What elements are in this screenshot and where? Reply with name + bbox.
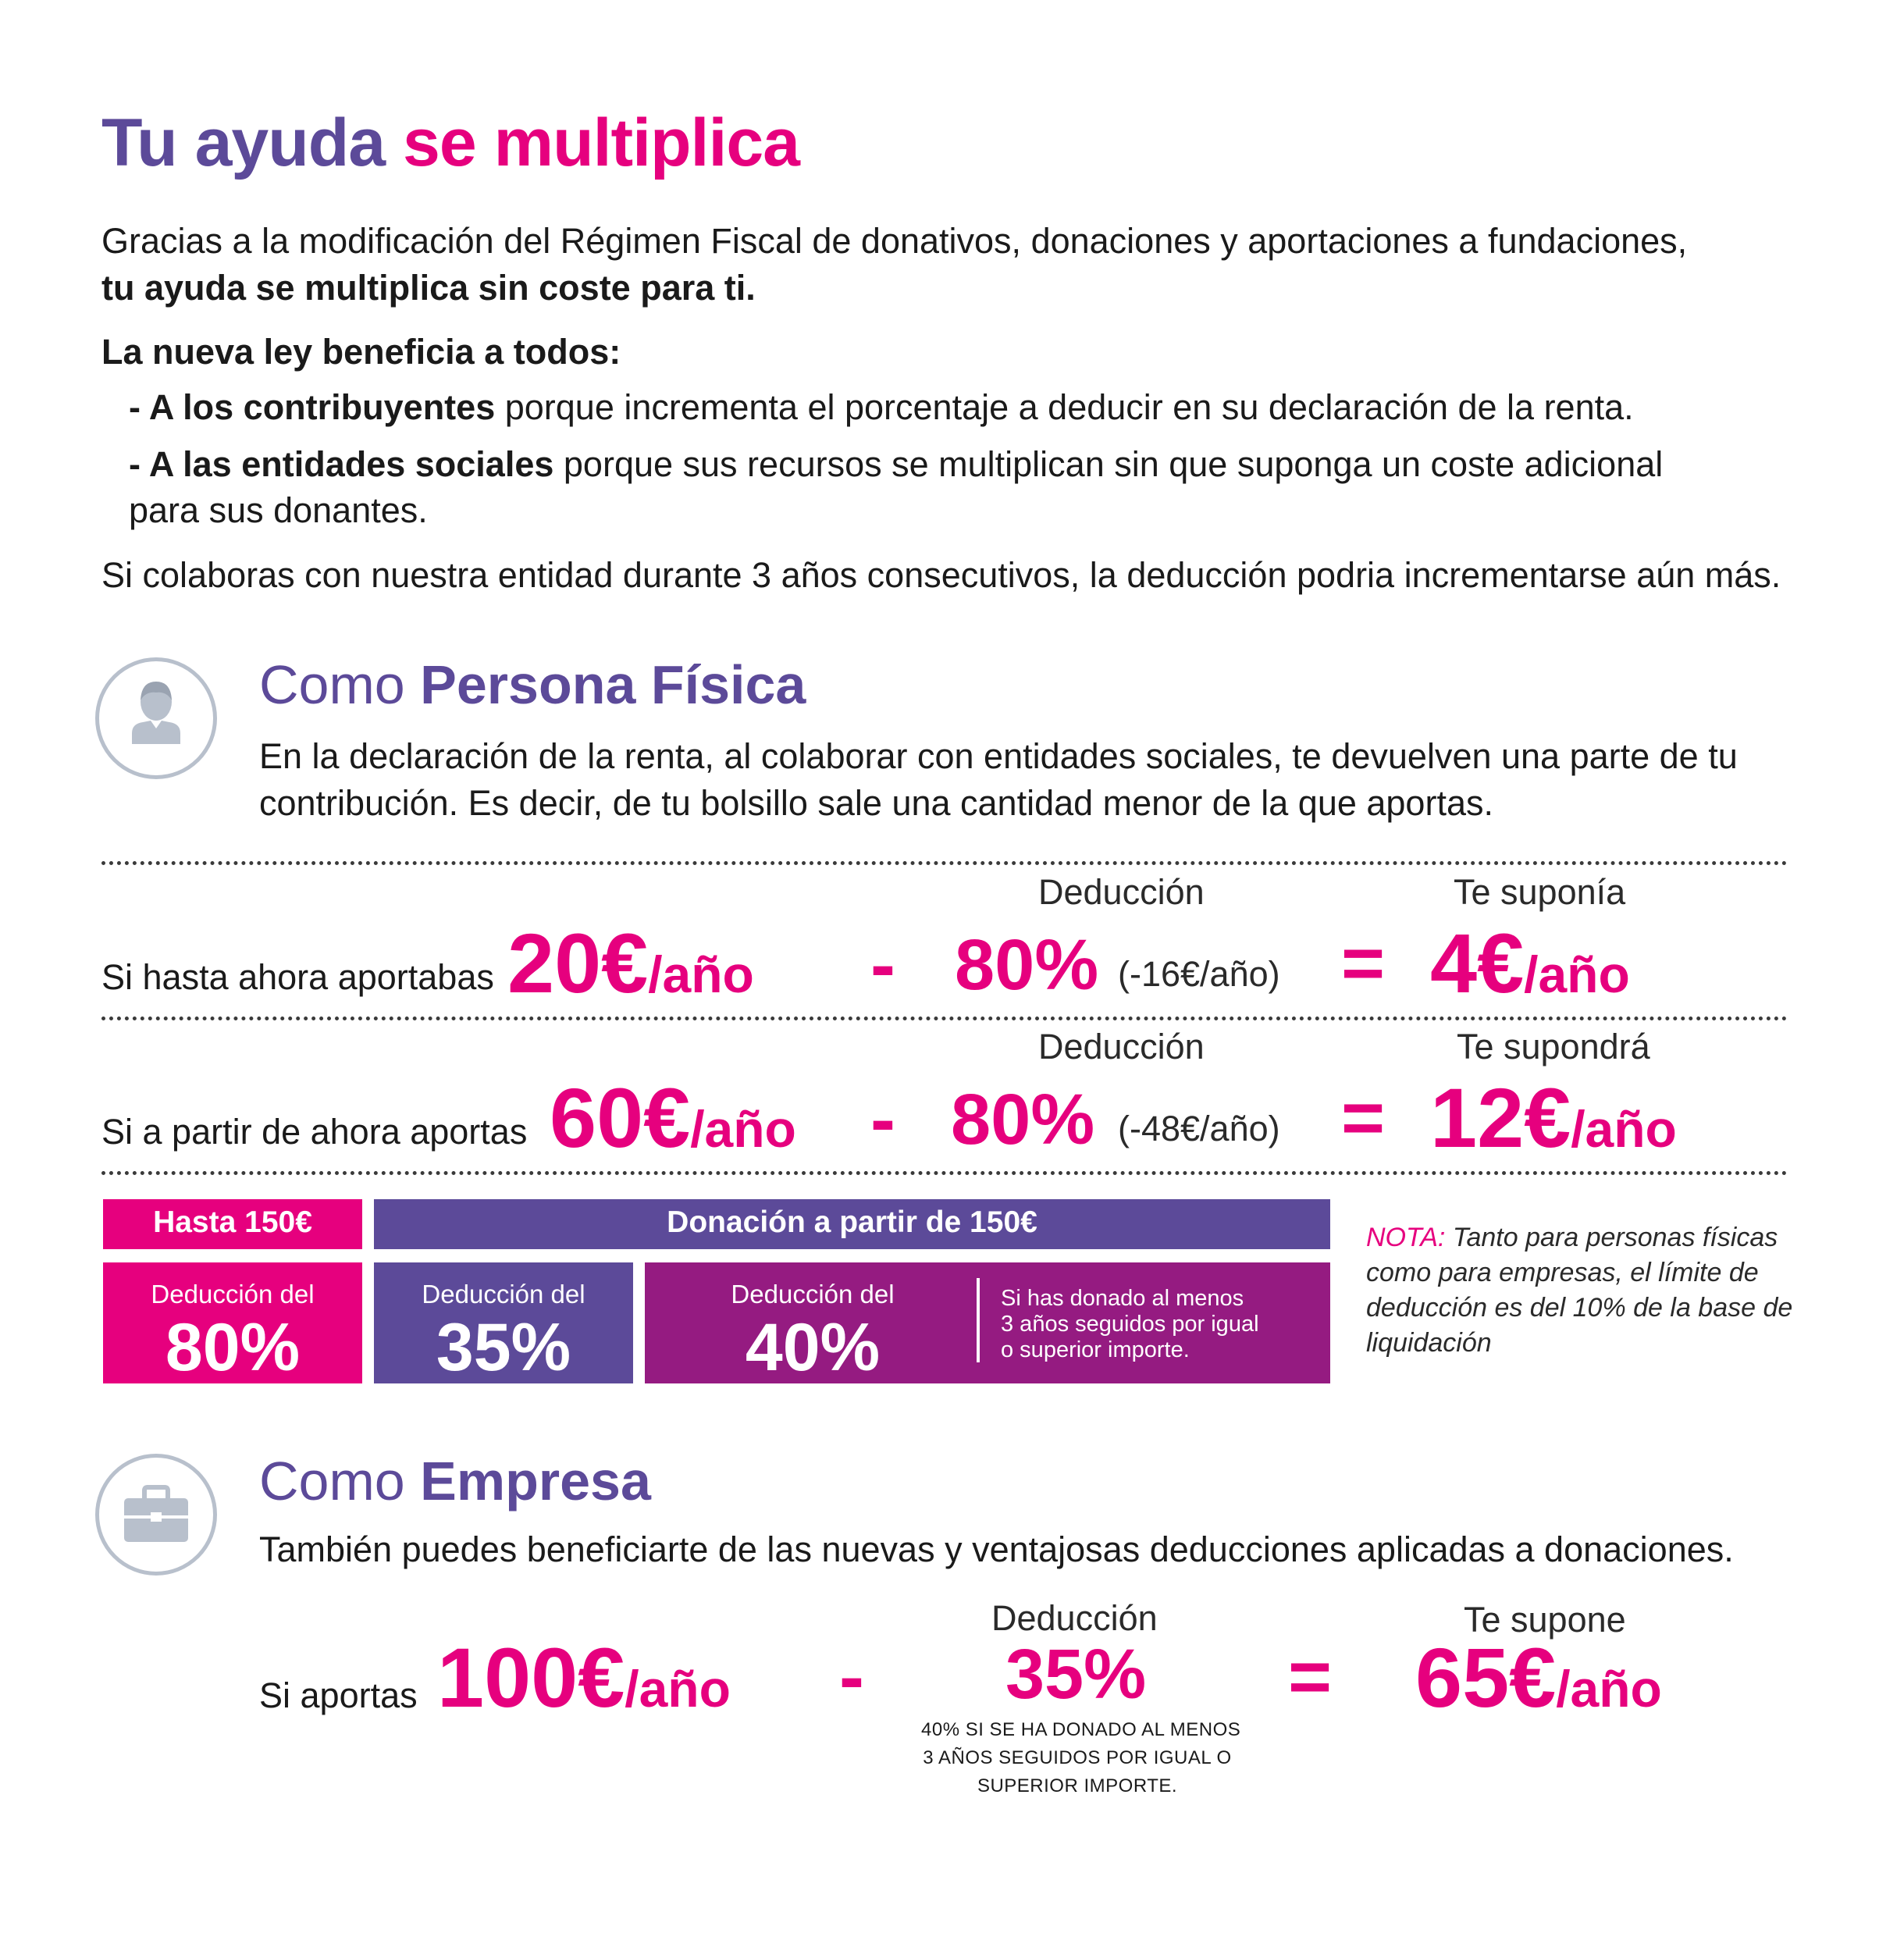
row1-equals: = [1341, 921, 1386, 1005]
row1-deduccion-label: Deducción [1038, 872, 1205, 912]
row2-pct: 80% [951, 1080, 1095, 1159]
empresa-result-value: 65€ [1415, 1630, 1557, 1725]
bullet-entidades [129, 442, 1663, 487]
bullet-1-bold: - A los contribuyentes [129, 387, 496, 427]
cell-divider [977, 1278, 980, 1362]
cell-label: Deducción del [151, 1280, 315, 1309]
table-cell-40 [645, 1262, 1330, 1383]
row1-amount-value: 20€ [507, 916, 649, 1010]
row2-result [1430, 1070, 1677, 1165]
row2-equals: = [1341, 1076, 1386, 1159]
cell-label: Deducción del [731, 1280, 895, 1309]
row2-result-label: Te supondrá [1457, 1027, 1650, 1066]
table-head-hasta-150: Hasta 150€ [103, 1199, 362, 1249]
row1-result-value: 4€ [1430, 916, 1525, 1010]
empresa-result-label: Te supone [1464, 1600, 1626, 1640]
row1-result-unit: /año [1524, 945, 1630, 1003]
persona-title-bold: Persona Física [420, 654, 806, 715]
empresa-prefix: Si aportas [259, 1675, 418, 1715]
bullet-2-bold: - A las entidades sociales [129, 444, 554, 484]
persona-title [259, 654, 806, 715]
empresa-result [1415, 1630, 1662, 1725]
empresa-amount-value: 100€ [437, 1630, 625, 1725]
bullet-2-continuation: para sus donantes. [129, 490, 428, 530]
empresa-desc: También puedes beneficiarte de las nuevas y ventajosas deducciones aplicadas a donaciones. [259, 1529, 1734, 1569]
persona-desc-2: contribución. Es decir, de tu bolsillo sale una cantidad menor de la que aportas. [259, 783, 1493, 823]
title-part-1: Tu ayuda [101, 105, 386, 180]
table-cell-35 [374, 1262, 633, 1383]
divider-dotted [101, 861, 1788, 865]
row1-pct: 80% [955, 925, 1099, 1005]
empresa-deduccion-label: Deducción [991, 1598, 1158, 1638]
empresa-amount-unit: /año [625, 1660, 731, 1718]
title-part-2: se multiplica [403, 105, 800, 180]
empresa-title-bold: Empresa [420, 1451, 651, 1512]
cell-pct: 35% [436, 1310, 571, 1385]
row2-deduccion-label: Deducción [1038, 1027, 1205, 1066]
table-head-desde-150: Donación a partir de 150€ [374, 1199, 1330, 1249]
intro-line-1: Gracias a la modificación del Régimen Fiscal de donativos, donaciones y aportaciones a fundaciones, [101, 221, 1688, 261]
ley-heading: La nueva ley beneficia a todos: [101, 332, 621, 372]
row2-amount-value: 60€ [550, 1070, 691, 1165]
persona-title-light: Como [259, 654, 421, 715]
bullet-contribuyentes [129, 385, 1634, 430]
empresa-equals: = [1288, 1635, 1333, 1718]
row2-result-value: 12€ [1430, 1070, 1571, 1165]
bullet-1-rest: porque incrementa el porcentaje a deducir en su declaración de la renta. [495, 387, 1634, 427]
row2-amount-unit: /año [690, 1100, 796, 1158]
row1-amount [507, 916, 754, 1010]
intro-line-2: tu ayuda se multiplica sin coste para ti. [101, 268, 756, 308]
page-title [101, 105, 800, 180]
empresa-pct: 35% [1005, 1636, 1147, 1714]
cell-pct: 80% [165, 1310, 301, 1385]
empresa-pct-note [921, 1716, 1241, 1800]
row2-minus: - [870, 1077, 895, 1161]
row1-amount-unit: /año [648, 945, 754, 1003]
cell-3-note-line: o superior importe. [1001, 1337, 1190, 1362]
cell-3-note-line: Si has donado al menos [1001, 1286, 1244, 1311]
row2-pct-detail: (-48€/año) [1118, 1109, 1280, 1148]
row1-minus: - [870, 923, 895, 1006]
cell-3-note-line: 3 años seguidos por igual [1001, 1312, 1259, 1337]
person-icon [95, 657, 217, 779]
intro-closing: Si colaboras con nuestra entidad durante 3 años consecutivos, la deducción podria incrementarse aún más. [101, 555, 1781, 595]
row1-prefix: Si hasta ahora aportabas [101, 957, 494, 997]
cell-pct: 40% [745, 1310, 881, 1385]
empresa-note-line: 40% SI SE HA DONADO AL MENOS [921, 1719, 1241, 1740]
empresa-note-line: SUPERIOR IMPORTE. [977, 1775, 1178, 1796]
bullet-2-rest: porque sus recursos se multiplican sin que suponga un coste adicional [553, 444, 1664, 484]
nota-text [1366, 1220, 1803, 1361]
briefcase-icon [95, 1454, 217, 1576]
nota-prefix: NOTA: [1366, 1223, 1446, 1252]
cell-3-note [1001, 1286, 1259, 1363]
empresa-title [259, 1451, 651, 1512]
nota-body: Tanto para personas físicas como para empresas, el límite de deducción es del 10% de la base de liquidación [1366, 1223, 1793, 1358]
row2-result-unit: /año [1571, 1100, 1677, 1158]
cell-label: Deducción del [422, 1280, 585, 1309]
persona-desc-1: En la declaración de la renta, al colaborar con entidades sociales, te devuelven una parte de tu [259, 736, 1738, 776]
empresa-amount [437, 1630, 731, 1725]
divider-dotted [101, 1017, 1788, 1020]
empresa-note-line: 3 AÑOS SEGUIDOS POR IGUAL O [923, 1747, 1232, 1768]
empresa-result-unit: /año [1556, 1660, 1662, 1718]
row1-result [1430, 916, 1630, 1010]
row1-result-label: Te suponía [1454, 872, 1626, 912]
empresa-title-light: Como [259, 1451, 421, 1512]
empresa-minus: - [839, 1635, 864, 1718]
row2-amount [550, 1070, 796, 1165]
row2-prefix: Si a partir de ahora aportas [101, 1112, 528, 1152]
row1-pct-detail: (-16€/año) [1118, 954, 1280, 994]
divider-dotted [101, 1171, 1788, 1175]
table-cell-80 [103, 1262, 362, 1383]
